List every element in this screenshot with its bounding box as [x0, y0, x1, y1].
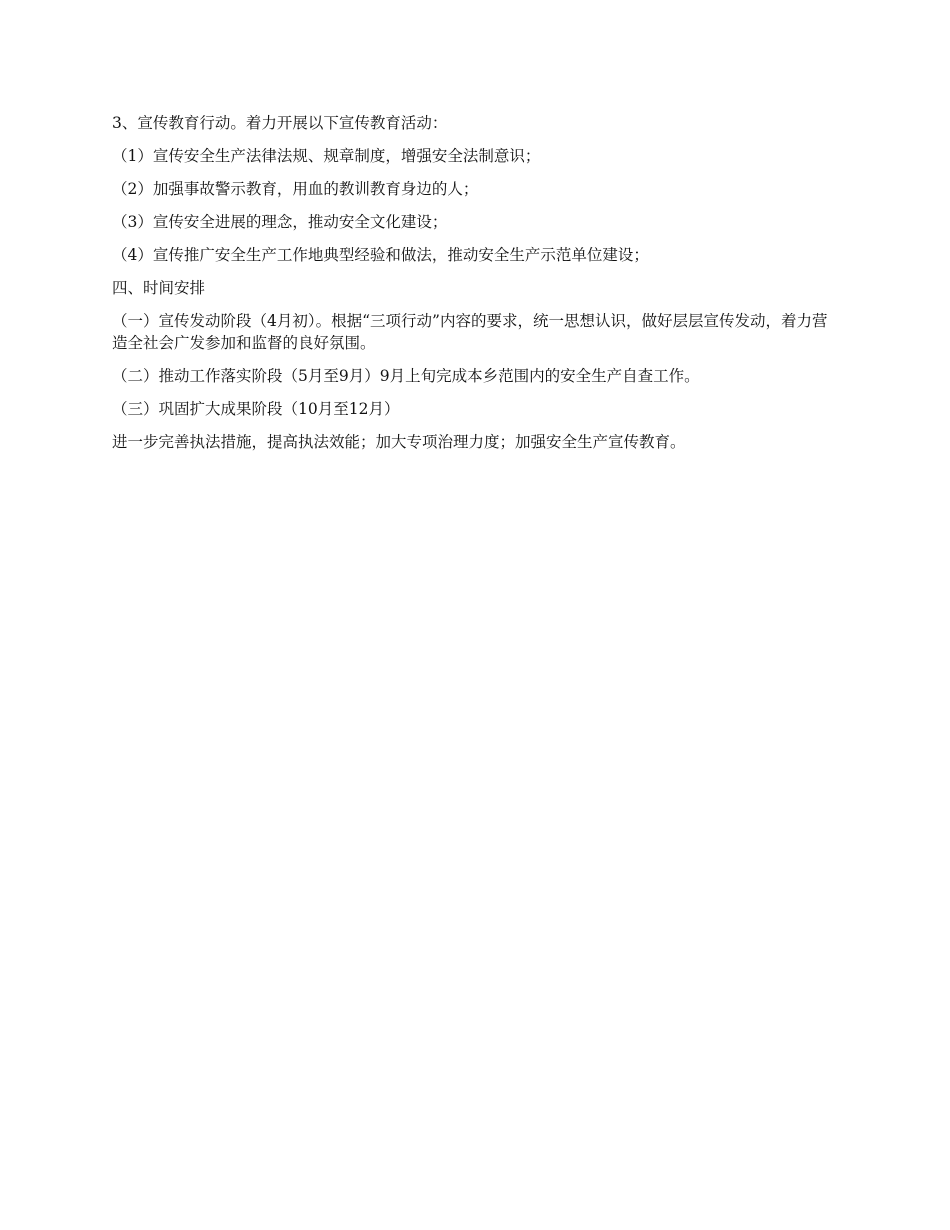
paragraph-publicity-action: 3、宣传教育行动。着力开展以下宣传教育活动： — [112, 114, 448, 132]
section-heading-schedule: 四、时间安排 — [112, 279, 206, 297]
document-body — [112, 112, 838, 464]
paragraph-item-1: （1）宣传安全生产法律法规、规章制度，增强安全法制意识； — [112, 147, 541, 165]
paragraph-stage-2: （二）推动工作落实阶段（5月至9月）9月上旬完成本乡范围内的安全生产自查工作。 — [112, 367, 700, 385]
paragraph-item-2: （2）加强事故警示教育，用血的教训教育身边的人； — [112, 180, 479, 198]
paragraph-stage-3-detail: 进一步完善执法措施，提高执法效能；加大专项治理力度；加强安全生产宣传教育。 — [112, 433, 686, 451]
paragraph-item-4: （4）宣传推广安全生产工作地典型经验和做法，推动安全生产示范单位建设； — [112, 246, 649, 264]
paragraph-stage-3: （三）巩固扩大成果阶段（10月至12月） — [112, 400, 400, 418]
paragraph-stage-1: （一）宣传发动阶段（4月初）。根据“三项行动”内容的要求，统一思想认识，做好层层宣传发动，着力营造全社会广发参加和监督的良好氛围。 — [112, 312, 828, 352]
paragraph-item-3: （3）宣传安全进展的理念，推动安全文化建设； — [112, 213, 448, 231]
